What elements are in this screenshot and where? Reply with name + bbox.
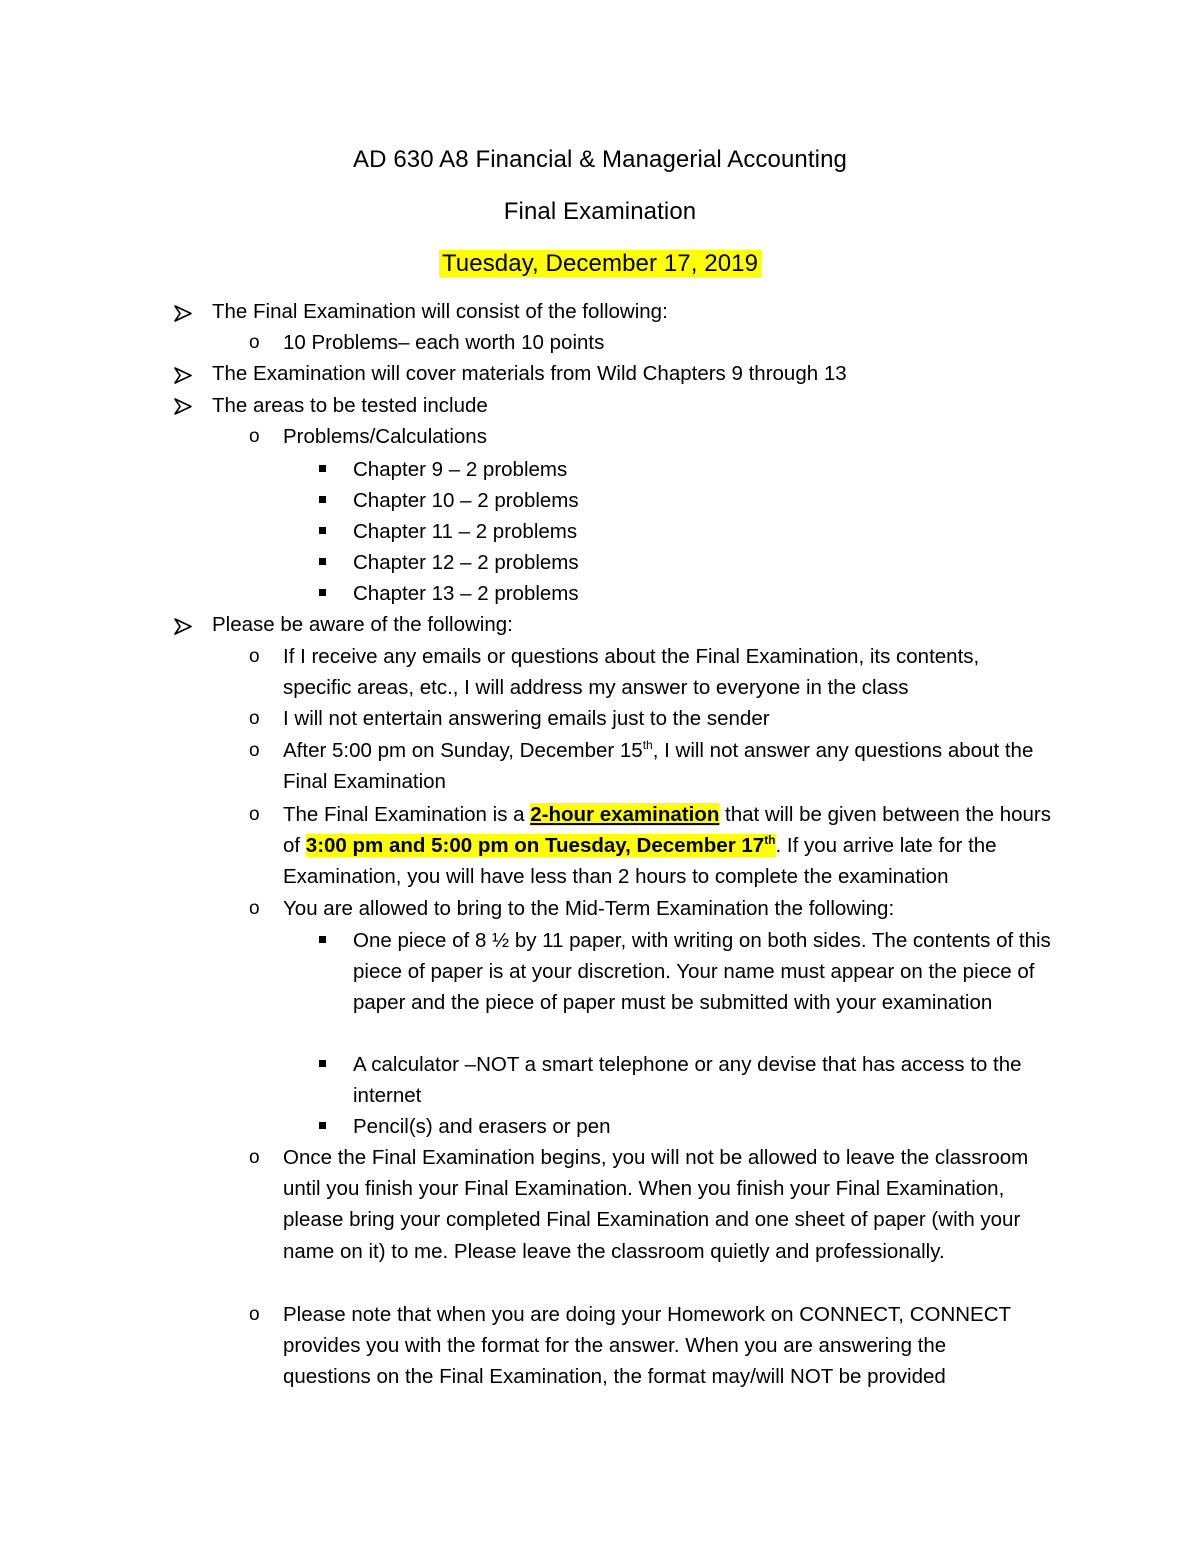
bullet-be-aware: Please be aware of the following: xyxy=(212,613,513,636)
circle-bullet-icon: o xyxy=(249,646,260,667)
highlight-duration: 2-hour examination xyxy=(530,803,720,826)
bullet-coverage: The Examination will cover materials from Wild Chapters 9 through 13 xyxy=(212,362,847,385)
exam-title: Final Examination xyxy=(503,198,697,225)
chapter-item: Chapter 13 – 2 problems xyxy=(353,582,579,605)
notice-text: that will be given between the hours of xyxy=(283,803,1051,858)
circle-bullet-icon: o xyxy=(249,740,260,761)
square-bullet-icon xyxy=(319,1060,326,1067)
square-bullet-icon xyxy=(319,496,326,503)
highlight-exam-time xyxy=(306,834,776,857)
notice-classroom-conduct: Once the Final Examination begins, you will not be allowed to leave the classroom until you finish your Final Examination. When you finish your Final Examination, please bring your completed Final Examination and one sheet of paper (with your name on it) to me. Please leave the classroom quietly and professionally. xyxy=(283,1146,1029,1263)
square-bullet-icon xyxy=(319,589,326,596)
circle-bullet-icon: o xyxy=(249,426,260,447)
circle-bullet-icon: o xyxy=(249,898,260,919)
square-bullet-icon xyxy=(319,936,326,943)
notice-text: The Final Examination is a xyxy=(283,803,531,826)
bullet-areas-tested: The areas to be tested include xyxy=(212,394,488,417)
arrowhead-bullet-icon xyxy=(172,391,194,422)
circle-bullet-icon: o xyxy=(249,708,260,729)
notice-text: , I will not answer any questions about the Final Examination xyxy=(283,739,1034,794)
circle-bullet-icon: o xyxy=(249,332,260,353)
exam-time-text: 3:00 pm and 5:00 pm on Tuesday, December 17 xyxy=(305,834,765,858)
allowed-item-cheat-sheet: One piece of 8 ½ by 11 paper, with writing on both sides. The contents of this piece of paper is at your discretion. Your name must appear on the piece of paper and the piece of paper must be submitted with your examination xyxy=(353,929,1051,1015)
ordinal-suffix: th xyxy=(642,738,653,753)
sub-bullet-calculations: Problems/Calculations xyxy=(283,425,487,448)
allowed-item-pencils: Pencil(s) and erasers or pen xyxy=(353,1115,611,1138)
bullet-exam-composition: The Final Examination will consist of the following: xyxy=(212,300,668,323)
notice-text: After 5:00 pm on Sunday, December 15 xyxy=(283,739,643,762)
exam-date-line xyxy=(0,249,1200,279)
square-bullet-icon xyxy=(319,527,326,534)
square-bullet-icon xyxy=(319,1122,326,1129)
notice-email-policy: If I receive any emails or questions about the Final Examination, its contents, specific areas, etc., I will address my answer to everyone in the class xyxy=(283,645,980,700)
arrowhead-bullet-icon xyxy=(172,611,194,642)
circle-bullet-icon: o xyxy=(249,1304,260,1325)
arrowhead-bullet-icon xyxy=(172,360,194,391)
arrowhead-bullet-icon xyxy=(172,298,194,329)
notice-exam-duration xyxy=(283,799,1053,893)
notice-no-private-replies: I will not entertain answering emails just to the sender xyxy=(283,707,770,730)
circle-bullet-icon: o xyxy=(249,1147,260,1168)
sub-bullet-problems: 10 Problems– each worth 10 points xyxy=(283,331,605,354)
allowed-item-calculator: A calculator –NOT a smart telephone or any devise that has access to the internet xyxy=(353,1053,1022,1108)
chapter-item: Chapter 11 – 2 problems xyxy=(353,520,578,543)
notice-text: . If you arrive late for the Examination, you will have less than 2 hours to complete the examination xyxy=(283,834,997,889)
notice-answer-format: Please note that when you are doing your Homework on CONNECT, CONNECT provides you with the format for the answer. When you are answering the questions on the Final Examination, the format may/will NOT be provided xyxy=(283,1303,1011,1389)
square-bullet-icon xyxy=(319,558,326,565)
exam-date: Tuesday, December 17, 2019 xyxy=(439,250,761,277)
square-bullet-icon xyxy=(319,465,326,472)
notice-allowed-items: You are allowed to bring to the Mid-Term Examination the following: xyxy=(283,897,895,920)
circle-bullet-icon: o xyxy=(249,804,260,825)
chapter-item: Chapter 12 – 2 problems xyxy=(353,551,579,574)
notice-question-cutoff xyxy=(283,735,1053,797)
ordinal-suffix: th xyxy=(764,833,776,848)
chapter-item: Chapter 9 – 2 problems xyxy=(353,458,568,481)
course-title: AD 630 A8 Financial & Managerial Accounting xyxy=(353,146,847,173)
chapter-item: Chapter 10 – 2 problems xyxy=(353,489,579,512)
